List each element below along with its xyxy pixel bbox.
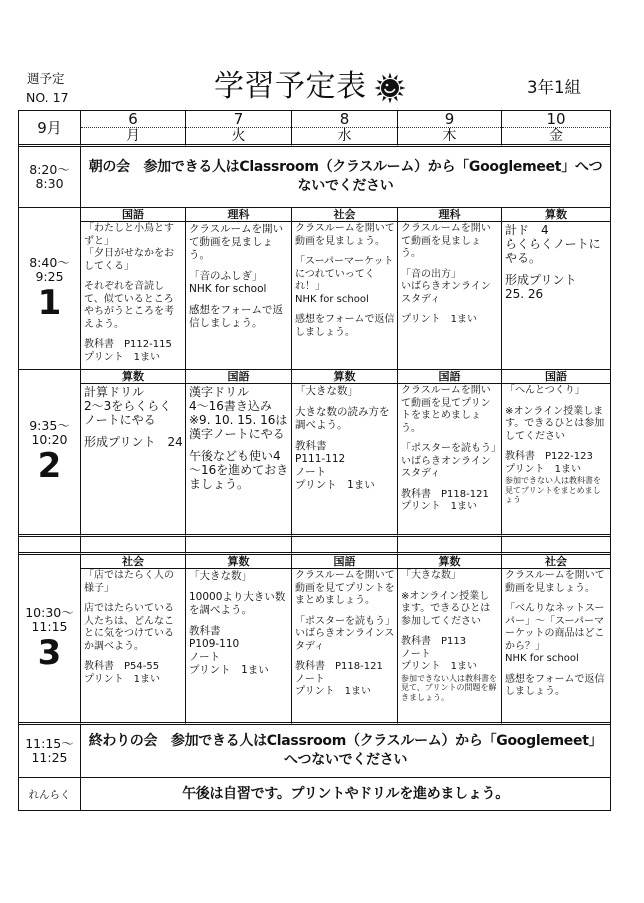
- separator-cell: [398, 537, 502, 555]
- content-line: プリント 1まい: [401, 501, 477, 512]
- content-block: [189, 591, 289, 617]
- content-block: [401, 385, 499, 435]
- content-line: プリント 1まい: [295, 686, 371, 697]
- content-block: [505, 451, 608, 476]
- issue-number: NO. 17: [26, 90, 69, 105]
- content-line: プリント 1まい: [84, 673, 160, 685]
- content-line: ノート: [295, 673, 325, 685]
- day-header-mon: [81, 111, 186, 147]
- period-1-thu-cell: [398, 208, 502, 370]
- period-1-mon-cell: [81, 208, 186, 370]
- content-line: らくらくノートにやる。: [505, 237, 601, 265]
- morning-meeting-banner: [81, 147, 610, 208]
- content-line: ※オンライン授業します。できるひとは参加してください: [505, 405, 605, 442]
- content-line: 教科書 P122-123: [505, 451, 593, 462]
- morning-time-cell: [19, 147, 81, 208]
- content-line: 店ではたらいている人たちは、どんなことに気をつけているか調べよう。: [84, 603, 174, 652]
- cell-body: [398, 222, 501, 327]
- contact-banner: [81, 778, 610, 810]
- content-block: [189, 570, 289, 583]
- content-line: 感想をフォームで返信しましょう。: [189, 304, 283, 329]
- content-line: ノート: [189, 651, 221, 663]
- day-date: 6: [81, 111, 185, 128]
- day-weekday: 金: [549, 128, 563, 144]
- content-line: NHK for school: [505, 653, 579, 664]
- subject-label: 国語: [502, 370, 610, 384]
- content-block: [295, 385, 395, 398]
- closing-meeting-banner: [81, 725, 610, 778]
- page-title: 学習予定表: [214, 69, 367, 104]
- day-weekday: 火: [231, 128, 246, 144]
- content-line: 教科書 P113: [401, 636, 467, 647]
- content-block: [295, 616, 395, 654]
- content-line: 形成プリント 24: [84, 435, 183, 449]
- content-line: 「大きな数」: [295, 385, 358, 397]
- subject-label: 算数: [398, 555, 501, 569]
- content-line: クラスルームを開いて動画を見ましょう。: [401, 223, 491, 259]
- content-block: [84, 281, 183, 331]
- content-block: [189, 385, 289, 441]
- period-time-start: 10:30～: [25, 604, 74, 620]
- period-1-time-cell: [19, 208, 81, 370]
- content-line: P111-112: [295, 453, 346, 465]
- period-1-fri-cell: [502, 208, 610, 370]
- period-2-fri-cell: [502, 370, 610, 537]
- period-3-fri-cell: [502, 555, 610, 725]
- content-block: [189, 449, 289, 491]
- content-block: [189, 270, 289, 296]
- cell-body: [502, 222, 610, 301]
- content-line: 教科書 P112-115: [84, 339, 172, 350]
- content-line: いばらきオンラインスタディ: [401, 281, 491, 305]
- content-line: 教科書 P118-121: [295, 661, 383, 672]
- content-line: プリント 1まい: [295, 479, 375, 491]
- period-2-mon-cell: [81, 370, 186, 537]
- cell-body: [81, 569, 185, 686]
- subject-label: 社会: [292, 208, 397, 222]
- content-block: [295, 314, 395, 339]
- subject-label: 理科: [186, 208, 291, 222]
- content-line: 感想をフォームで返信しましょう。: [505, 673, 605, 697]
- contact-text: 午後は自習です。プリントやドリルを進めましょう。: [182, 785, 509, 802]
- content-line: ノート: [295, 466, 327, 478]
- content-line: 大きな数の読み方を調べよう。: [295, 406, 390, 431]
- content-block: [295, 256, 395, 306]
- content-line: ※9. 10. 15. 16は漢字ノートにやる: [189, 413, 288, 441]
- content-line: 「わたしと小鳥とすずと」: [84, 223, 174, 247]
- content-line: クラスルームを開いて動画を見てプリントをまとめましょう。: [295, 570, 395, 606]
- period-3-mon-cell: [81, 555, 186, 725]
- content-block: [84, 661, 183, 686]
- period-3-wed-cell: [292, 555, 398, 725]
- content-block: [505, 674, 608, 699]
- content-line: 感想をフォームで返信しましょう。: [295, 314, 395, 338]
- content-block: [295, 440, 395, 492]
- content-block: [84, 570, 183, 595]
- class-name: 3年1組: [527, 78, 581, 97]
- absence-note: 参加できない人は教科書を見てプリントをまとめましょう: [505, 476, 601, 504]
- content-line: 「ポスターを読もう」: [401, 443, 501, 454]
- subject-label: 社会: [502, 555, 610, 569]
- separator-cell: [19, 537, 81, 555]
- content-block: [295, 223, 395, 248]
- content-line: 4～16書き込み: [189, 399, 272, 413]
- content-block: [295, 406, 395, 432]
- period-number: 2: [37, 446, 62, 486]
- separator-cell: [186, 537, 292, 555]
- sun-icon: [373, 71, 407, 105]
- content-line: クラスルームを開いて動画を見ましょう。: [505, 570, 605, 594]
- day-header-wed: [292, 111, 398, 147]
- content-line: 「ポスターを読もう」: [295, 615, 395, 627]
- content-line: 「べんりなネットスーパー」～「スーパーマーケットの商品はどこから？」: [505, 603, 605, 652]
- closing-meeting-text: 終わりの会 参加できる人はClassroom（クラスルーム）から「Googlemeet」へつないでください: [88, 733, 603, 768]
- content-line: 教科書: [295, 440, 327, 452]
- subject-label: 算数: [292, 370, 397, 384]
- content-block: [189, 304, 289, 330]
- content-line: 計算ドリル: [84, 385, 145, 399]
- cell-body: [398, 569, 501, 702]
- content-line: 10000より大きい数を調べよう。: [189, 591, 286, 616]
- content-line: クラスルームを開いて動画を見ましょう。: [189, 223, 284, 261]
- cell-body: [502, 384, 610, 505]
- content-block: [84, 385, 183, 427]
- day-weekday: 月: [126, 128, 140, 144]
- period-time-end: 10:20: [31, 432, 68, 447]
- cell-body: [292, 222, 397, 339]
- morning-time-start: 8:20～: [29, 162, 70, 177]
- day-weekday: 木: [442, 128, 457, 144]
- content-line: ノート: [401, 648, 431, 660]
- day-date: 9: [398, 111, 501, 128]
- day-date: 8: [292, 111, 397, 128]
- separator-cell: [81, 537, 186, 555]
- content-line: クラスルームを開いて動画を見てプリントをまとめましょう。: [401, 385, 491, 434]
- content-block: [84, 603, 183, 653]
- day-date: 7: [186, 111, 291, 128]
- content-line: クラスルームを開いて動画を見ましょう。: [295, 223, 395, 247]
- period-time-end: 9:25: [35, 268, 64, 284]
- content-line: 午後なども使い4～16を進めておきましょう。: [189, 449, 289, 491]
- content-line: いばらきオンラインスタディ: [295, 628, 395, 652]
- content-block: [189, 223, 289, 262]
- period-2-wed-cell: [292, 370, 398, 537]
- content-block: [505, 406, 608, 444]
- subject-label: 算数: [186, 555, 291, 569]
- content-line: 「音のふしぎ」: [189, 270, 263, 282]
- cell-body: [398, 384, 501, 514]
- morning-meeting-text: 朝の会 参加できる人はClassroom（クラスルーム）から「Googlemeet」へつないでください: [88, 159, 603, 194]
- content-line: 教科書 P54-55: [84, 661, 160, 672]
- cell-body: [292, 384, 397, 492]
- period-2-time-cell: [19, 370, 81, 537]
- content-block: [295, 661, 395, 699]
- content-line: それぞれを音読して、似ているところやちがうところを考えよう。: [84, 281, 174, 330]
- content-block: [84, 223, 183, 273]
- content-block: [84, 435, 183, 449]
- week-label: 週予定: [27, 71, 65, 86]
- period-1-wed-cell: [292, 208, 398, 370]
- content-block: [505, 570, 608, 595]
- period-1-tue-cell: [186, 208, 292, 370]
- period-3-thu-cell: [398, 555, 502, 725]
- content-line: 「スーパーマーケットにつれていってくれ！」: [295, 256, 394, 292]
- content-block: [401, 570, 499, 583]
- content-line: 2～3をらくらくノートにやる: [84, 399, 172, 427]
- cell-body: [186, 569, 291, 677]
- day-header-tue: [186, 111, 292, 147]
- content-line: プリント 1まい: [401, 314, 477, 325]
- content-line: 「夕日がせなかをおしてくる」: [84, 248, 174, 272]
- day-weekday: 水: [337, 128, 352, 144]
- subject-label: 理科: [398, 208, 501, 222]
- subject-label: 国語: [398, 370, 501, 384]
- content-line: プリント 1まい: [505, 463, 581, 475]
- schedule-table: [18, 110, 611, 811]
- period-number: 3: [37, 632, 62, 673]
- content-block: [401, 489, 499, 514]
- period-number: 1: [37, 282, 62, 323]
- content-block: [295, 570, 395, 608]
- cell-body: [502, 569, 610, 699]
- day-date: 10: [502, 111, 610, 128]
- absence-note: 参加できない人は教科書を見て、プリントの問題を解きましょう。: [401, 673, 497, 702]
- closing-time-cell: [19, 725, 81, 778]
- content-line: 「店ではたらく人の様子」: [84, 570, 174, 594]
- day-header-fri: [502, 111, 610, 147]
- content-line: 計ド 4: [505, 223, 549, 237]
- cell-body: [186, 384, 291, 491]
- content-line: 「大きな数」: [401, 570, 461, 581]
- content-line: NHK for school: [295, 293, 369, 305]
- content-line: 教科書: [189, 625, 221, 637]
- content-line: P109-110: [189, 638, 240, 650]
- content-block: [84, 339, 183, 364]
- period-3-time-cell: [19, 555, 81, 725]
- contact-label: れんらく: [19, 778, 81, 810]
- content-line: プリント 1まい: [84, 351, 160, 363]
- content-block: [505, 273, 608, 301]
- period-2-tue-cell: [186, 370, 292, 537]
- subject-label: 算数: [81, 370, 185, 384]
- content-line: 「音の出方」: [401, 268, 461, 280]
- closing-time-start: 11:15～: [25, 736, 74, 751]
- content-line: 25. 26: [505, 287, 544, 301]
- closing-time-end: 11:25: [31, 750, 68, 765]
- content-block: [189, 625, 289, 677]
- content-line: 「大きな数」: [189, 570, 252, 582]
- content-block: [401, 223, 499, 261]
- cell-body: [292, 569, 397, 699]
- content-block: [505, 223, 608, 265]
- content-line: いばらきオンラインスタディ: [401, 455, 491, 479]
- subject-label: 国語: [292, 555, 397, 569]
- period-time-start: 9:35～: [29, 418, 70, 433]
- separator-cell: [292, 537, 398, 555]
- period-time-end: 11:15: [31, 618, 68, 634]
- content-line: ※オンライン授業します。できるひとは参加してください: [401, 590, 491, 627]
- subject-label: 社会: [81, 555, 185, 569]
- cell-body: [81, 222, 185, 364]
- content-block: [505, 385, 608, 398]
- content-block: [401, 269, 499, 307]
- content-line: 「へんとつくり」: [505, 385, 585, 396]
- cell-body: [186, 222, 291, 330]
- morning-time-end: 8:30: [35, 176, 64, 191]
- content-block: [401, 443, 499, 481]
- separator-cell: [502, 537, 610, 555]
- content-line: プリント 1まい: [401, 661, 477, 672]
- period-time-start: 8:40～: [29, 254, 70, 270]
- content-line: 形成プリント: [505, 273, 577, 287]
- content-block: [401, 314, 499, 327]
- content-line: 教科書 P118-121: [401, 488, 489, 500]
- subject-label: 国語: [81, 208, 185, 222]
- content-block: [401, 591, 499, 629]
- cell-body: [81, 384, 185, 449]
- period-3-tue-cell: [186, 555, 292, 725]
- subject-label: 算数: [502, 208, 610, 222]
- period-2-thu-cell: [398, 370, 502, 537]
- month-label: 9月: [19, 111, 81, 147]
- content-line: NHK for school: [189, 283, 267, 295]
- content-line: プリント 1まい: [189, 664, 269, 676]
- content-line: 漢字ドリル: [189, 385, 250, 399]
- content-block: [505, 603, 608, 666]
- subject-label: 国語: [186, 370, 291, 384]
- day-header-thu: [398, 111, 502, 147]
- content-block: [401, 636, 499, 674]
